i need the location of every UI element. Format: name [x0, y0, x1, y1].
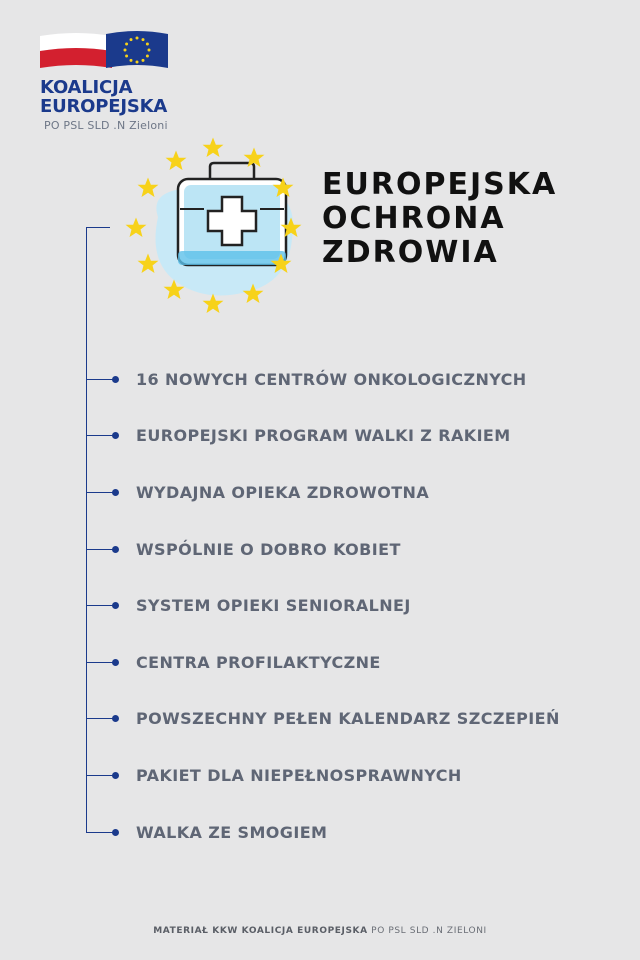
list-item — [86, 651, 626, 675]
list-item-label: EUROPEJSKI PROGRAM WALKI Z RAKIEM — [136, 426, 511, 445]
list-item-label: PAKIET DLA NIEPEŁNOSPRAWNYCH — [136, 766, 462, 785]
bullet-dot-icon — [112, 376, 119, 383]
bullet-dot-icon — [112, 715, 119, 722]
item-connector — [86, 832, 114, 833]
bullet-dot-icon — [112, 546, 119, 553]
title-line-2: OCHRONA — [322, 201, 506, 236]
footer-credit — [0, 926, 640, 936]
list-item-label: WALKA ZE SMOGIEM — [136, 823, 328, 842]
item-connector — [86, 718, 114, 719]
logo-subtitle: PO PSL SLD .N Zieloni — [44, 119, 168, 132]
bullet-dot-icon — [112, 489, 119, 496]
item-connector — [86, 435, 114, 436]
bullet-dot-icon — [112, 432, 119, 439]
eu-flag-icon — [106, 30, 168, 70]
item-connector — [86, 605, 114, 606]
title-line-1: EUROPEJSKA — [322, 167, 558, 202]
item-connector — [86, 549, 114, 550]
koalicja-logo — [38, 30, 170, 132]
item-connector — [86, 379, 114, 380]
list-item — [86, 821, 626, 845]
list-item — [86, 538, 626, 562]
poland-flag-icon — [40, 32, 112, 70]
list-item-label: POWSZECHNY PEŁEN KALENDARZ SZCZEPIEŃ — [136, 709, 560, 728]
list-item-label: WSPÓLNIE O DOBRO KOBIET — [136, 540, 401, 559]
health-program-list — [86, 227, 626, 847]
list-item — [86, 424, 626, 448]
logo-line-2: EUROPEJSKA — [40, 96, 168, 117]
list-item — [86, 594, 626, 618]
bullet-dot-icon — [112, 829, 119, 836]
footer-credit-rest: PO PSL SLD .N ZIELONI — [367, 926, 487, 936]
bullet-dot-icon — [112, 602, 119, 609]
bullet-dot-icon — [112, 659, 119, 666]
logo-flags — [38, 30, 170, 70]
footer-credit-bold: MATERIAŁ KKW KOALICJA EUROPEJSKA — [153, 926, 368, 936]
title-line-3: ZDROWIA — [322, 235, 499, 270]
item-connector — [86, 662, 114, 663]
list-item-label: SYSTEM OPIEKI SENIORALNEJ — [136, 596, 411, 615]
list-item — [86, 764, 626, 788]
logo-line-1: KOALICJA — [40, 77, 133, 98]
list-item-label: WYDAJNA OPIEKA ZDROWOTNA — [136, 483, 430, 502]
list-item — [86, 481, 626, 505]
list-item-label: 16 NOWYCH CENTRÓW ONKOLOGICZNYCH — [136, 370, 527, 389]
item-connector — [86, 775, 114, 776]
list-item — [86, 707, 626, 731]
list-item-label: CENTRA PROFILAKTYCZNE — [136, 653, 381, 672]
timeline-line — [86, 227, 87, 832]
bullet-dot-icon — [112, 772, 119, 779]
list-item — [86, 368, 626, 392]
timeline-top-tick — [86, 227, 110, 228]
item-connector — [86, 492, 114, 493]
